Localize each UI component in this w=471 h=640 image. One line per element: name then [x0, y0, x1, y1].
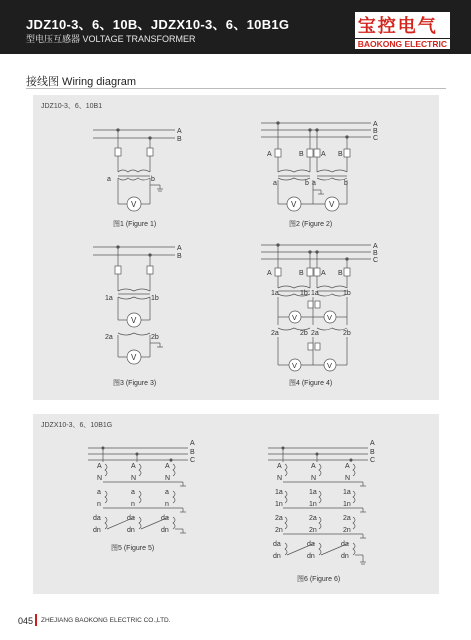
wiring-panel-jdz	[33, 95, 439, 400]
svg-text:V: V	[327, 313, 333, 322]
svg-text:1n: 1n	[275, 501, 283, 508]
svg-text:a: a	[97, 489, 101, 496]
logo-english: BAOKONG ELECTRIC	[355, 39, 450, 49]
svg-text:C: C	[370, 457, 376, 464]
svg-text:A: A	[321, 151, 326, 158]
figure-5-diagram	[88, 440, 195, 552]
svg-text:2n: 2n	[309, 527, 317, 534]
page-header	[0, 0, 471, 54]
svg-text:V: V	[292, 313, 298, 322]
svg-text:n: n	[131, 501, 135, 508]
svg-text:A: A	[131, 463, 136, 470]
svg-text:a: a	[273, 180, 277, 187]
wiring-diagrams-5-6	[33, 414, 439, 594]
svg-text:A: A	[267, 270, 272, 277]
svg-text:V: V	[131, 316, 137, 325]
svg-text:B: B	[370, 449, 375, 456]
svg-text:da: da	[273, 541, 281, 548]
svg-text:V: V	[329, 200, 335, 209]
svg-text:B: B	[338, 270, 343, 277]
svg-text:N: N	[131, 475, 137, 482]
svg-text:C: C	[373, 135, 379, 142]
svg-text:da: da	[127, 515, 135, 522]
svg-text:a: a	[165, 489, 169, 496]
svg-text:2b: 2b	[300, 330, 308, 337]
logo-chinese: 宝控电气	[355, 12, 450, 38]
figure-caption: 图3 (Figure 3)	[113, 380, 157, 387]
wiring-panel-jdzx	[33, 414, 439, 594]
svg-text:da: da	[341, 541, 349, 548]
svg-text:A: A	[97, 463, 102, 470]
panel-title: JDZX10-3、6、10B1G	[41, 422, 113, 429]
svg-text:1b: 1b	[300, 290, 308, 297]
svg-text:B: B	[373, 250, 378, 257]
svg-text:2a: 2a	[275, 515, 283, 522]
terminal-label: b	[151, 176, 155, 183]
svg-text:1b: 1b	[343, 290, 351, 297]
svg-text:2a: 2a	[343, 515, 351, 522]
svg-text:2n: 2n	[343, 527, 351, 534]
terminal-label: a	[107, 176, 111, 183]
svg-text:B: B	[299, 270, 304, 277]
svg-text:1a: 1a	[271, 290, 279, 297]
svg-text:b: b	[344, 180, 348, 187]
figure-caption: 图5 (Figure 5)	[111, 545, 155, 552]
figure-6-diagram	[268, 440, 375, 583]
svg-text:dn: dn	[161, 527, 169, 534]
svg-text:1b: 1b	[151, 295, 159, 302]
figure-caption: 图4 (Figure 4)	[289, 380, 333, 387]
svg-text:1a: 1a	[105, 295, 113, 302]
svg-text:da: da	[93, 515, 101, 522]
svg-text:A: A	[321, 270, 326, 277]
figure-3-diagram	[93, 245, 182, 387]
svg-text:2n: 2n	[275, 527, 283, 534]
svg-text:C: C	[373, 257, 379, 264]
figure-caption: 图1 (Figure 1)	[113, 221, 157, 228]
svg-text:V: V	[291, 200, 297, 209]
footer-accent-bar	[35, 614, 37, 626]
svg-text:dn: dn	[127, 527, 135, 534]
svg-text:N: N	[165, 475, 171, 482]
page-subtitle: 型电压互感器 VOLTAGE TRANSFORMER	[26, 34, 196, 44]
svg-text:2a: 2a	[311, 330, 319, 337]
svg-text:1a: 1a	[309, 489, 317, 496]
svg-text:V: V	[131, 353, 137, 362]
svg-text:2b: 2b	[343, 330, 351, 337]
svg-text:1n: 1n	[343, 501, 351, 508]
svg-text:dn: dn	[307, 553, 315, 560]
svg-text:dn: dn	[93, 527, 101, 534]
svg-text:V: V	[292, 361, 298, 370]
bus-label: A	[177, 128, 182, 135]
svg-text:A: A	[267, 151, 272, 158]
svg-text:2a: 2a	[309, 515, 317, 522]
brand-logo	[355, 12, 450, 49]
footer-company: ZHEJIANG BAOKONG ELECTRIC CO.,LTD.	[41, 617, 171, 624]
svg-text:B: B	[190, 449, 195, 456]
svg-text:A: A	[345, 463, 350, 470]
panel-title: JDZ10-3、6、10B1	[41, 103, 103, 110]
svg-text:n: n	[97, 501, 101, 508]
svg-text:1a: 1a	[311, 290, 319, 297]
svg-text:B: B	[338, 151, 343, 158]
page-title: JDZ10-3、6、10B、JDZX10-3、6、10B1G	[26, 17, 290, 32]
svg-text:A: A	[370, 440, 375, 447]
svg-text:a: a	[131, 489, 135, 496]
wiring-diagrams-1-4	[33, 95, 439, 400]
figure-caption: 图2 (Figure 2)	[289, 221, 333, 228]
svg-text:N: N	[97, 475, 103, 482]
figure-4-diagram	[261, 243, 378, 387]
bus-label: B	[177, 136, 182, 143]
svg-text:B: B	[177, 253, 182, 260]
svg-text:A: A	[277, 463, 282, 470]
svg-text:1a: 1a	[275, 489, 283, 496]
svg-text:dn: dn	[273, 553, 281, 560]
figure-caption: 图6 (Figure 6)	[297, 576, 341, 583]
svg-text:2a: 2a	[105, 334, 113, 341]
svg-text:A: A	[190, 440, 195, 447]
svg-text:2a: 2a	[271, 330, 279, 337]
section-divider	[26, 88, 446, 89]
svg-text:C: C	[190, 457, 196, 464]
svg-text:A: A	[373, 121, 378, 128]
svg-text:A: A	[311, 463, 316, 470]
svg-text:2b: 2b	[151, 334, 159, 341]
svg-text:A: A	[177, 245, 182, 252]
figure-2-diagram	[261, 121, 378, 228]
svg-text:1n: 1n	[309, 501, 317, 508]
voltmeter-symbol: V	[131, 200, 137, 209]
svg-text:V: V	[327, 361, 333, 370]
svg-text:B: B	[299, 151, 304, 158]
svg-text:1a: 1a	[343, 489, 351, 496]
svg-text:N: N	[277, 475, 283, 482]
page-number: 045	[18, 616, 34, 626]
svg-text:dn: dn	[341, 553, 349, 560]
svg-text:A: A	[165, 463, 170, 470]
svg-text:N: N	[311, 475, 317, 482]
svg-text:A: A	[373, 243, 378, 250]
svg-text:da: da	[161, 515, 169, 522]
svg-text:B: B	[373, 128, 378, 135]
svg-text:n: n	[165, 501, 169, 508]
svg-text:b: b	[305, 180, 309, 187]
svg-text:da: da	[307, 541, 315, 548]
figure-1-diagram	[93, 128, 182, 228]
section-heading: 接线图 Wiring diagram	[26, 76, 137, 88]
svg-text:N: N	[345, 475, 351, 482]
svg-text:a: a	[312, 180, 316, 187]
